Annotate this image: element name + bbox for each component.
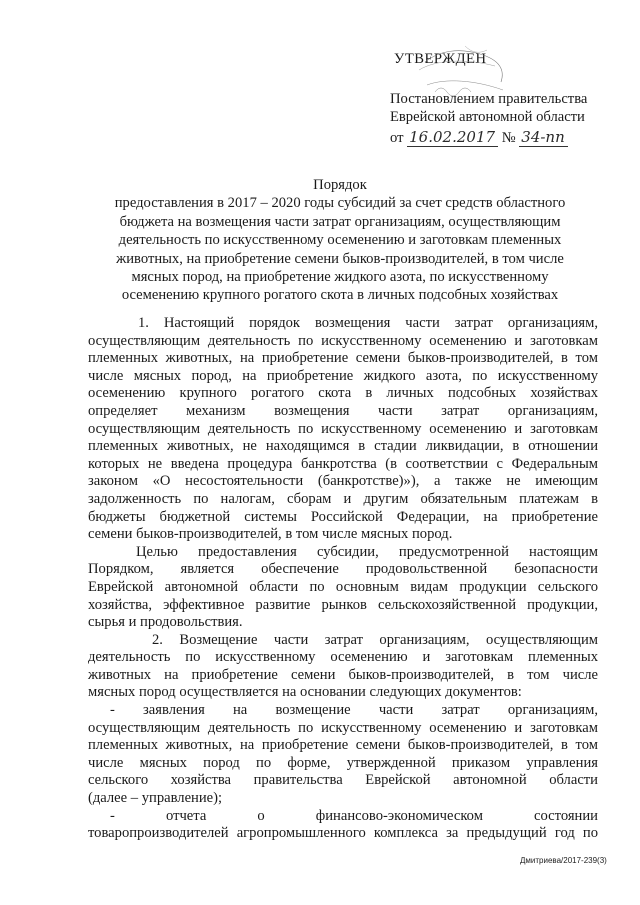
- title-line: осеменению крупного рогатого скота в личных подсобных хозяйствах: [121, 287, 559, 304]
- body-line: законом «О несостоятельности (банкротстве)»), а также не имеющим: [88, 473, 598, 490]
- date-prefix: от: [390, 130, 404, 146]
- body-line: - отчета о финансово-экономическом состоянии: [110, 807, 598, 824]
- body-line: осуществляющим деятельность по искусственному осеменению и заготовкам: [88, 420, 598, 437]
- title-line: мясных пород, на приобретение жидкого азота, по искусственному: [131, 269, 549, 286]
- body-line: животных на приобретение семени быков-производителей, в том числе: [88, 666, 598, 683]
- body-line: которых не введена процедура банкротства (в соответствии с Федеральным: [88, 455, 598, 472]
- title-heading: Порядок: [313, 177, 367, 193]
- document-body: [88, 315, 598, 843]
- number-sign: №: [501, 130, 516, 146]
- approval-word: УТВЕРЖДЕН: [394, 51, 487, 67]
- body-line: осуществляющим деятельность по искусственному осеменению и заготовкам: [88, 719, 598, 736]
- body-line: - заявления на возмещение части затрат организациям,: [110, 702, 598, 719]
- body-line: семени быков-производителей, в том числе мясных пород.: [88, 526, 453, 543]
- body-line: осеменению крупного рогатого скота в личных подсобных хозяйствах: [88, 385, 598, 402]
- body-line: товаропроизводителей агропромышленного комплекса за предыдущий год по: [88, 825, 598, 842]
- body-line: осуществляющим деятельность по искусственному осеменению и заготовкам: [88, 332, 598, 349]
- body-line: мясных пород осуществляется на основании следующих документов:: [88, 684, 522, 701]
- body-line: племенных животных, на приобретение семени быков-производителей, в том: [88, 737, 598, 754]
- body-line: 2. Возмещение части затрат организациям, осуществляющим: [152, 631, 598, 648]
- body-line: Еврейской автономной области по основным видам продукции сельского: [88, 578, 598, 595]
- document-title: [80, 176, 600, 305]
- title-line: животных, на приобретение семени быков-производителей, в том числе: [116, 250, 564, 267]
- body-line: сырья и продовольствия.: [88, 614, 243, 631]
- body-line: задолженность по налогам, сборам и другим обязательным платежам в: [88, 490, 598, 507]
- handwritten-date: 16.02.2017: [407, 128, 498, 147]
- approval-block: [390, 50, 630, 146]
- handwritten-number: 34-пп: [519, 128, 567, 147]
- approval-line-region: Еврейской автономной области: [390, 109, 585, 125]
- body-line: числе мясных пород, на приобретение жидкого азота, по искусственному: [88, 367, 598, 384]
- body-line: (далее – управление);: [88, 790, 223, 807]
- body-line: Порядком, является обеспечение продовольственной безопасности: [88, 561, 598, 578]
- body-line: бюджеты бюджетной системы Российской Федерации, на приобретение: [88, 508, 598, 525]
- body-line: хозяйства, эффективное развитие рынков сельскохозяйственной продукции,: [88, 596, 598, 613]
- title-line: предоставления в 2017 – 2020 годы субсидий за счет средств областного: [114, 195, 566, 212]
- body-line: племенных животных, на приобретение семени быков-производителей, в том: [88, 350, 598, 367]
- body-line: определяет механизм возмещения части затрат организациям,: [88, 402, 598, 419]
- title-line: бюджета на возмещения части затрат организациям, осуществляющим: [119, 213, 561, 230]
- approval-line-decree: Постановлением правительства: [390, 91, 588, 107]
- document-footer-code: Дмитриева/2017-239(3): [520, 856, 607, 865]
- body-line: сельского хозяйства правительства Еврейской автономной области: [88, 772, 598, 789]
- body-line: деятельность по искусственному осеменению и заготовкам племенных: [88, 649, 598, 666]
- body-line: 1. Настоящий порядок возмещения части затрат организациям,: [138, 315, 598, 331]
- title-line: деятельность по искусственному осеменению и заготовкам племенных: [118, 232, 562, 249]
- body-line: Целью предоставления субсидии, предусмотренной настоящим: [136, 543, 598, 560]
- body-line: числе мясных пород по форме, утвержденной приказом управления: [88, 754, 598, 771]
- body-line: племенных животных, не находящимся в стадии ликвидации, в отношении: [88, 438, 598, 455]
- approval-date-line: [390, 128, 568, 148]
